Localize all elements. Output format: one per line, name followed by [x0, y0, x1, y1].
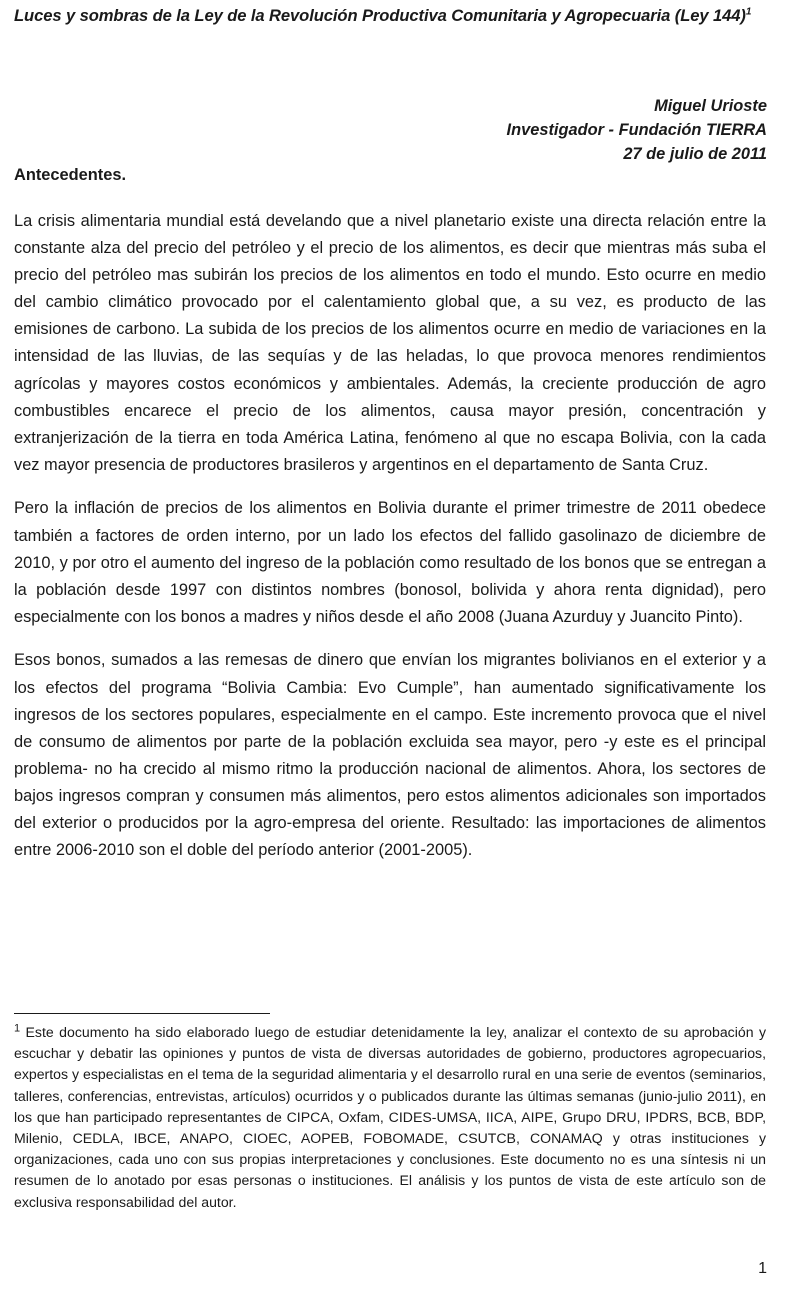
paragraph-3: Esos bonos, sumados a las remesas de dinero que envían los migrantes bolivianos en el exterior y a los efectos del programa “Bolivia Cambia: Evo Cumple”, han aumentado significativamente los ingresos de los sectores populares, especialmente en el campo. Este incremento provoca que el nivel de consumo de alimentos por parte de la población excluida sea mayor, pero -y este es el principal problema- no ha crecido al mismo ritmo la producción nacional de alimentos. Ahora, los sectores de bajos ingresos compran y consumen más alimentos, pero estos alimentos adicionales son importados del exterior o producidos por la agro-empresa del oriente. Resultado: las importaciones de alimentos entre 2006-2010 son el doble del período anterior (2001-2005).	[14, 651, 766, 860]
footnote	[14, 1022, 766, 1213]
page-number: 1	[758, 1260, 767, 1277]
body-text	[14, 208, 766, 881]
section-heading: Antecedentes.	[14, 166, 127, 184]
paragraph-2: Pero la inflación de precios de los alimentos en Bolivia durante el primer trimestre de 2011 obedece también a factores de orden interno, por un lado los efectos del fallido gasolinazo de diciembre de 2010, y por otro el aumento del ingreso de la población como resultado de los bonos que se entregan a la población desde 1997 con distintos nombres (bonosol, bolivida y ahora renta dignidad), pero especialmente con los bonos a madres y niños desde el año 2008 (Juana Azurduy y Juancito Pinto).	[14, 499, 766, 626]
author-role: Investigador - Fundación TIERRA	[506, 121, 767, 139]
author-block	[507, 94, 767, 166]
author-name: Miguel Urioste	[654, 97, 767, 115]
title-text: Luces y sombras de la Ley de la Revolución Productiva Comunitaria y Agropecuaria (Ley 144)	[14, 6, 746, 25]
document-title	[14, 6, 784, 26]
paragraph-1: La crisis alimentaria mundial está develando que a nivel planetario existe una directa relación entre la constante alza del precio del petróleo y el precio de los alimentos, es decir que mientras más suba el precio del petróleo mas subirán los precios de los alimentos en todo el mundo. Esto ocurre en medio del cambio climático provocado por el calentamiento global que, a su vez, es producto de las emisiones de carbono. La subida de los precios de los alimentos ocurre en medio de variaciones en la intensidad de las lluvias, de las sequías y de las heladas, lo que provoca menores rendimientos agrícolas y mayores costos económicos y ambientales. Además, la creciente producción de agro combustibles encarece el precio de los alimentos, causa mayor presión, concentración y extranjerización de la tierra en toda América Latina, fenómeno al que no escapa Bolivia, con la cada vez mayor presencia de productores brasileros y argentinos en el departamento de Santa Cruz.	[14, 212, 766, 474]
document-date: 27 de julio de 2011	[623, 145, 767, 163]
footnote-separator	[14, 1013, 270, 1014]
footnote-mark: 1	[14, 1022, 21, 1035]
footnote-text: Este documento ha sido elaborado luego de estudiar detenidamente la ley, analizar el contexto de su aprobación y escuchar y debatir las opiniones y puntos de vista de diversas autoridades de gobierno, productores agropecuarios, expertos y especialistas en el tema de la seguridad alimentaria y el desarrollo rural en una serie de eventos (seminarios, talleres, conferencias, entrevistas, artículos) ocurridos y o publicados durante las últimas semanas (junio-julio 2011), en los que han participado representantes de CIPCA, Oxfam, CIDES-UMSA, IICA, AIPE, Grupo DRU, IPDRS, BCB, BDP, Milenio, CEDLA, IBCE, ANAPO, CIOEC, AOPEB, FOBOMADE, CSUTCB, CONAMAQ y otras instituciones y organizaciones, cada uno con sus propias interpretaciones y conclusiones. Este documento no es una síntesis ni un resumen de lo anotado por esas personas o instituciones. El análisis y los puntos de vista de este artículo son de exclusiva responsabilidad del autor.	[14, 1024, 766, 1210]
title-footnote-mark[interactable]: 1	[745, 6, 752, 18]
